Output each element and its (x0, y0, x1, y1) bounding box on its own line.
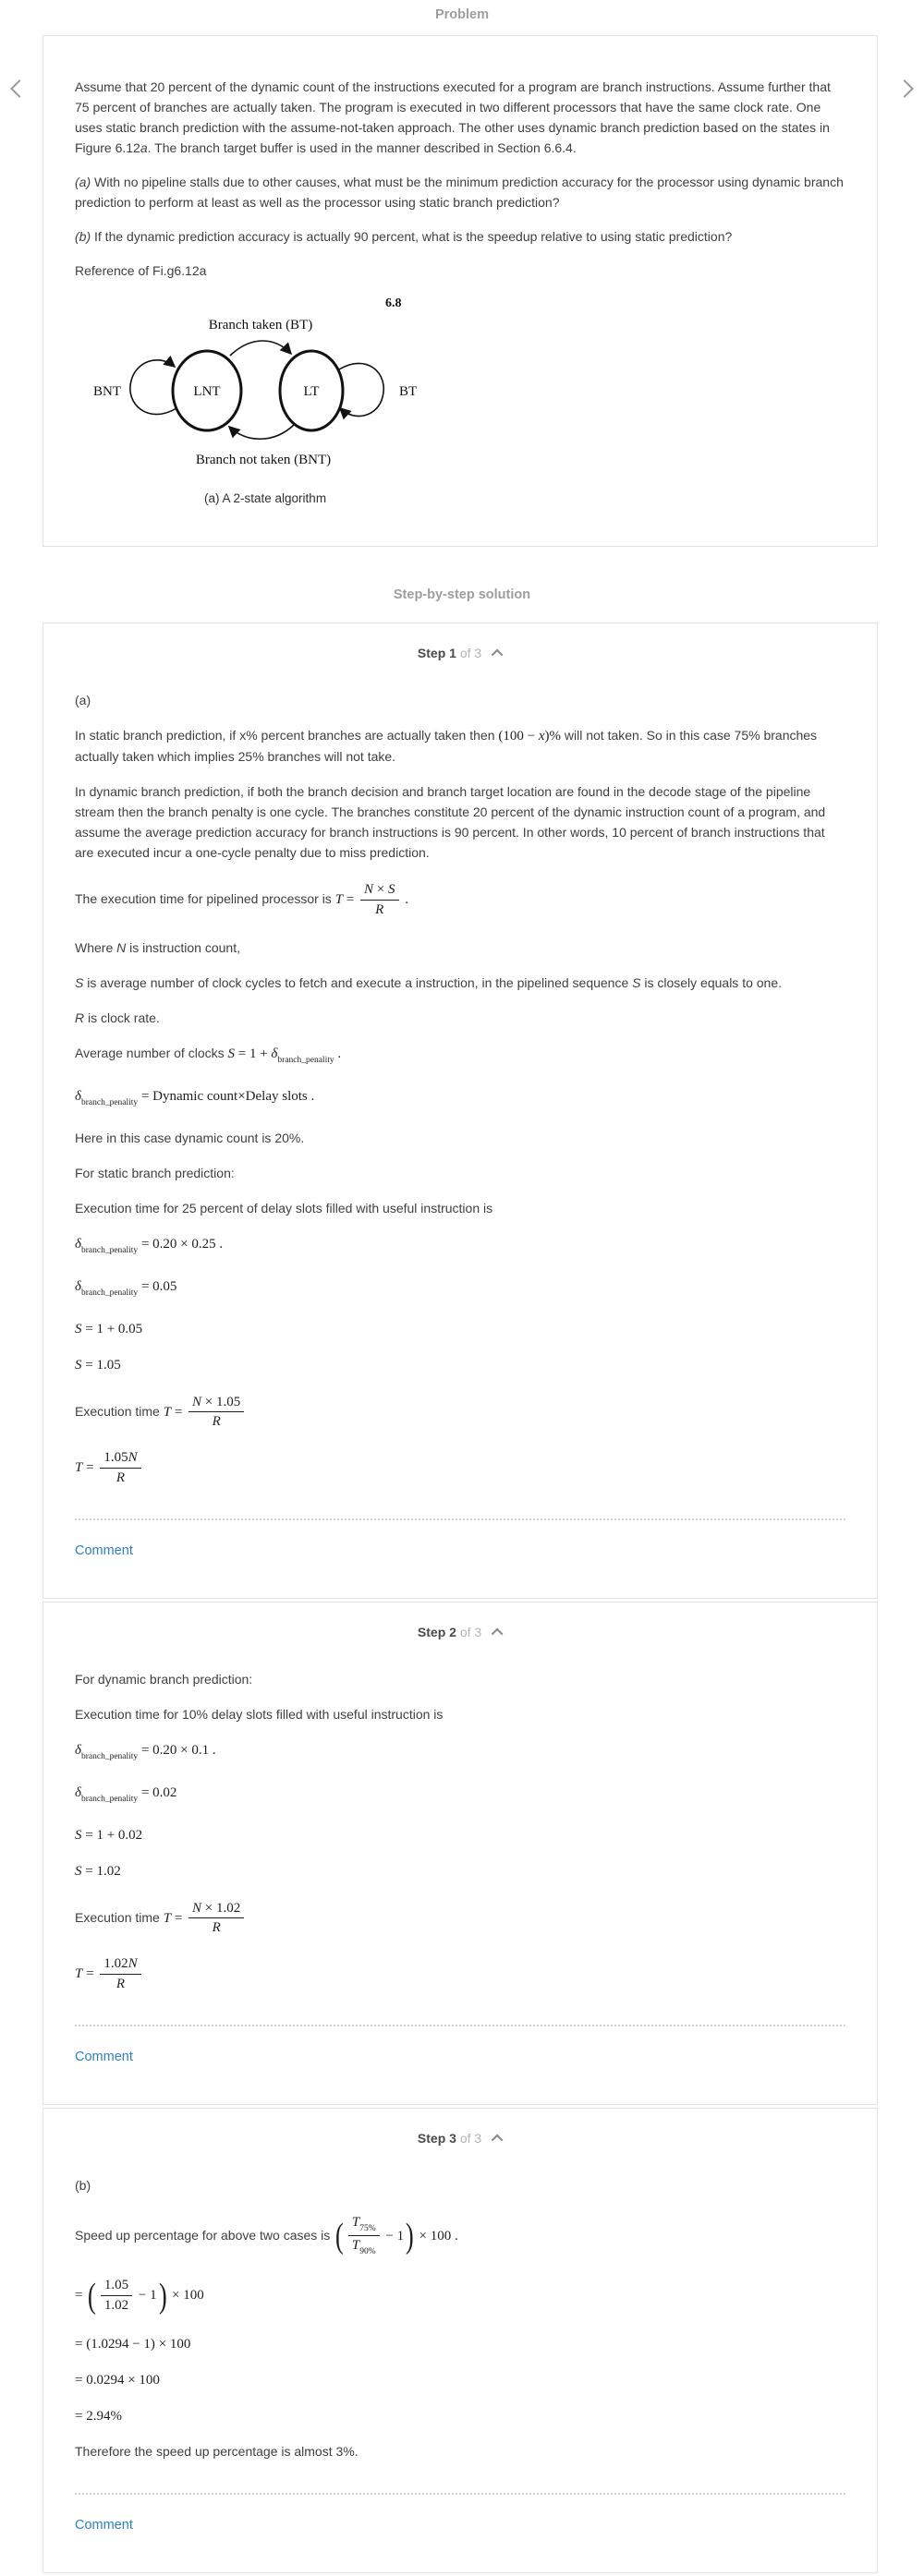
step-title: Step 2 (417, 1624, 456, 1639)
math-variable: δ (271, 1046, 278, 1061)
content-line (75, 2333, 845, 2354)
math-variable: N (128, 1956, 138, 1971)
math-variable: T (163, 1910, 172, 1926)
figure-caption: (a) A 2-state algorithm (204, 491, 327, 505)
math-variable: R (212, 1414, 221, 1430)
fraction-numerator (101, 2277, 132, 2296)
previous-problem-button[interactable] (6, 74, 33, 105)
math-token: . (401, 891, 408, 907)
bt-self-loop-arrow (339, 363, 383, 416)
math-variable: T (351, 2214, 360, 2230)
fraction-denominator (188, 1412, 244, 1431)
branch-not-taken-label: Branch not taken (BNT) (195, 453, 332, 467)
math-variable: N (364, 882, 374, 897)
math-variable: S (75, 1827, 82, 1843)
math-fraction (188, 1394, 244, 1432)
math-token: )% (544, 729, 562, 744)
math-variable: δ (75, 1236, 81, 1252)
text-run: Reference of Fi.g6.12a (75, 263, 207, 278)
content-line (75, 1955, 845, 1993)
fraction-numerator (348, 2214, 380, 2237)
content-line (75, 881, 845, 919)
text-run-italic: S (632, 974, 641, 990)
math-variable: R (116, 1976, 126, 1991)
text-run: (a) (75, 693, 91, 707)
content-line (75, 1008, 845, 1028)
content-line (75, 1276, 845, 1303)
step-count: of 3 (456, 646, 486, 660)
math-subscript: branch_penality (277, 1055, 334, 1065)
math-variable: δ (75, 1278, 81, 1294)
step-card (43, 623, 878, 1599)
text-run-italic: R (75, 1010, 85, 1025)
content-line (75, 1043, 845, 1070)
content-line (75, 1669, 845, 1689)
state-diagram-figure (91, 312, 845, 505)
text-run: Execution time (75, 1909, 164, 1925)
math-variable: S (75, 1357, 82, 1373)
fraction-denominator (101, 2296, 132, 2315)
text-run: Assume that 20 percent of the dynamic count of the instructions executed for a program are branch instructions. Assume further that 75 percent of branches are actually taken. The program is executed in two different processors that have the same clock rate. One uses static branch prediction with the assume-not-taken approach. The other uses dynamic branch prediction based on the states in Figure 6.12 (75, 79, 831, 155)
fraction-denominator (100, 1975, 140, 1993)
text-run: Execution time for 25 percent of delay slots filled with useful instruction is (75, 1200, 493, 1215)
text-run: For static branch prediction: (75, 1165, 235, 1180)
problem-paragraph (75, 226, 845, 247)
content-line (75, 1318, 845, 1339)
content-line (75, 1900, 845, 1938)
math-fraction (100, 1955, 140, 1993)
math-token: 1.05 (103, 2278, 129, 2293)
fraction-denominator (188, 1918, 244, 1937)
math-variable: δ (75, 1088, 81, 1104)
math-variable: T (75, 1459, 83, 1475)
math-token: = 1.05 (81, 1357, 121, 1373)
math-variable: δ (75, 1784, 81, 1800)
chevron-up-icon[interactable] (492, 1627, 504, 1639)
content-line (75, 1233, 845, 1261)
text-run: Execution time (75, 1403, 164, 1419)
text-run: is average number of clock cycles to fetch and execute a instruction, in the pipelined sequence (83, 974, 633, 990)
math-variable: T (334, 891, 344, 907)
content-line (75, 1782, 845, 1809)
math-variable: S (75, 1321, 82, 1336)
text-run: In static branch prediction, if x% percent branches are actually taken then (75, 728, 499, 743)
content-line (75, 690, 845, 710)
step-title: Step 1 (417, 646, 456, 660)
math-variable: R (116, 1469, 126, 1485)
content-line (75, 1394, 845, 1432)
content-line (75, 2175, 845, 2195)
text-run: Average number of clocks (75, 1045, 228, 1060)
text-run-italic: S (75, 974, 84, 990)
math-fraction (348, 2214, 380, 2259)
math-variable: N (192, 1900, 202, 1916)
math-token: = (1.0294 − 1) × 100 (75, 2336, 191, 2352)
content-line (75, 1163, 845, 1183)
math-subscript: 75% (359, 2223, 376, 2233)
math-variable: R (375, 901, 384, 917)
math-token: − 1 (135, 2288, 157, 2304)
comment-button[interactable]: Comment (75, 2049, 133, 2064)
math-subscript: branch_penality (80, 1288, 139, 1298)
math-token: = 0.20 × 0.25 . (138, 1236, 224, 1252)
content-line (75, 937, 845, 958)
math-fraction (360, 881, 398, 919)
content-line (75, 1824, 845, 1845)
text-run-italic: (b) (75, 229, 91, 244)
math-token: . (334, 1046, 342, 1061)
chevron-right-icon (895, 79, 914, 98)
math-subscript: branch_penality (80, 1794, 139, 1804)
math-token: = 1 + 0.02 (81, 1827, 143, 1843)
branch-not-taken-arrow (229, 425, 294, 439)
math-variable: N (192, 1394, 202, 1409)
math-token: × (373, 882, 388, 897)
math-subscript: branch_penality (80, 1245, 139, 1255)
math-token: − 1 (382, 2228, 405, 2243)
text-run: Speed up percentage for above two cases is (75, 2227, 334, 2243)
math-fraction (101, 2277, 132, 2315)
problem-section (0, 35, 924, 547)
content-line (75, 2441, 845, 2461)
problem-paragraph (75, 77, 845, 158)
content-line (75, 973, 845, 993)
text-run: In dynamic branch prediction, if both the branch decision and branch target location are found in the decode stage of the pipeline stream then the branch penalty is one cycle. The branches constitute 20 percent of the dynamic instruction count of a program, and assume the average prediction accuracy for branch instructions is 90 percent. In other words, 10 percent of branch instructions that are executed incur a one-cycle penalty due to miss prediction. (75, 784, 826, 860)
math-variable: x (538, 729, 545, 744)
math-token: = 0.05 (138, 1278, 177, 1294)
dashed-divider (75, 2025, 845, 2026)
math-token: (100 − (498, 729, 539, 744)
problem-paragraph (75, 260, 845, 281)
math-token: × 1.02 (201, 1900, 241, 1916)
solution-steps (0, 623, 924, 2573)
text-run: will not taken. So in this case 75% branches actually taken which implies 25% branches will not take. (75, 728, 818, 764)
math-fraction (188, 1900, 244, 1938)
dashed-divider (75, 2493, 845, 2495)
fraction-numerator (188, 1900, 244, 1919)
step-count: of 3 (456, 2130, 486, 2146)
math-subscript: branch_penality (80, 1097, 139, 1107)
math-subscript: 90% (359, 2247, 376, 2257)
problem-heading: Problem (434, 7, 489, 22)
content-line: = ( $\frac{1.05}{1.02}$ − 1) × 100 (75, 2276, 204, 2316)
content-line: Speed up percentage for above two cases is ( $\frac{T_{75\%}}{T_{90\%}}$ − 1) × 100 . (75, 2214, 458, 2257)
two-state-diagram (91, 312, 443, 474)
problem-paragraph (75, 172, 845, 212)
dashed-divider (75, 1518, 845, 1520)
state-lnt-label: LNT (193, 384, 221, 399)
content-line (75, 2405, 845, 2426)
math-token: = 0.0294 × 100 (75, 2372, 160, 2388)
bnt-self-loop-arrow (130, 360, 176, 415)
branch-taken-label: Branch taken (BT) (208, 318, 313, 333)
step-header (75, 1621, 845, 1654)
math-token: 1.02 (103, 2298, 129, 2313)
solution-heading: Step-by-step solution (393, 587, 531, 602)
text-run-italic: a (140, 140, 148, 155)
text-run: is closely equals to one. (640, 974, 783, 990)
text-run: . The branch target buffer is used in the manner described in Section 6.6.4. (147, 140, 577, 155)
text-run: (b) (75, 2177, 91, 2193)
problem-card (43, 35, 878, 547)
content-line (75, 781, 845, 863)
content-line (75, 1354, 845, 1375)
content-line (75, 2369, 845, 2390)
figure-header-fragment: 6.8 (385, 296, 402, 310)
math-subscript: branch_penality (80, 1751, 139, 1761)
math-fraction (100, 1449, 140, 1487)
bt-input-label: BT (399, 384, 418, 399)
math-token: = 1 + (235, 1046, 272, 1061)
fraction-numerator (100, 1449, 140, 1469)
content-line (75, 725, 845, 767)
step-card (43, 1602, 878, 2105)
step-card (43, 2108, 878, 2573)
math-token: = (82, 1965, 98, 1981)
math-variable: T (75, 1965, 83, 1981)
math-token: = (75, 2288, 87, 2304)
step-count: of 3 (456, 1624, 486, 1639)
state-lt-label: LT (303, 384, 320, 399)
step-title: Step 3 (417, 2130, 456, 2146)
content-line (75, 1739, 845, 1767)
math-token: 1.05 (103, 1450, 128, 1465)
text-run: Execution time for 10% delay slots filled with useful instruction is (75, 1706, 444, 1722)
content-line (75, 1860, 845, 1881)
problem-text (75, 77, 845, 281)
text-run: If the dynamic prediction accuracy is actually 90 percent, what is the speedup relative to using static prediction? (91, 229, 733, 244)
chevron-left-icon (10, 79, 29, 98)
text-run: The execution time for pipelined processor is (75, 890, 335, 906)
next-problem-button[interactable] (891, 74, 918, 105)
math-variable: S (75, 1863, 82, 1879)
text-run-italic: (a) (75, 175, 91, 189)
fraction-numerator (360, 881, 398, 901)
math-token: = (171, 1910, 187, 1926)
branch-taken-arrow (230, 341, 291, 356)
fraction-denominator (100, 1469, 140, 1487)
math-variable: δ (75, 1742, 81, 1758)
math-token: = 0.02 (138, 1784, 177, 1800)
content-line (75, 1085, 845, 1113)
text-run: is instruction count, (126, 939, 240, 955)
math-variable: S (388, 882, 395, 897)
comment-button[interactable]: Comment (75, 2517, 133, 2533)
comment-button[interactable]: Comment (75, 1542, 133, 1558)
math-variable: S (227, 1046, 235, 1061)
fraction-numerator (188, 1394, 244, 1413)
math-token: × 1.05 (201, 1394, 241, 1409)
math-token: × 100 (168, 2288, 204, 2304)
math-token: = (343, 891, 359, 907)
math-token: = 1.02 (81, 1863, 121, 1879)
content-line (75, 1449, 845, 1487)
step-header (75, 2127, 845, 2160)
chevron-up-icon[interactable] (492, 649, 504, 661)
text-run: Here in this case dynamic count is 20%. (75, 1130, 305, 1145)
fraction-denominator (360, 901, 398, 919)
math-token: = 1 + 0.05 (81, 1321, 143, 1336)
step-header (75, 642, 845, 675)
content-line (75, 1198, 845, 1218)
text-run-italic: N (116, 939, 127, 955)
content-line (75, 1128, 845, 1148)
math-variable: T (351, 2238, 360, 2254)
text-run: For dynamic branch prediction: (75, 1671, 253, 1687)
fraction-numerator (100, 1955, 140, 1975)
text-run: With no pipeline stalls due to other causes, what must be the minimum prediction accuracy for the processor using dynamic branch prediction to perform at least as well as the processor using static branch prediction? (75, 175, 844, 210)
bnt-input-label: BNT (93, 384, 121, 399)
math-token: 1.02 (103, 1956, 128, 1971)
math-variable: T (163, 1404, 172, 1420)
content-line (75, 1704, 845, 1724)
text-run: Where (75, 939, 117, 955)
math-variable: R (212, 1920, 221, 1936)
chevron-up-icon[interactable] (492, 2134, 504, 2146)
math-token: × 100 . (415, 2228, 458, 2243)
fraction-denominator (348, 2236, 380, 2258)
math-token: = (82, 1459, 98, 1475)
math-token: = (171, 1404, 187, 1420)
math-token: = Dynamic count×Delay slots . (138, 1088, 315, 1104)
math-token: = 2.94% (75, 2408, 122, 2424)
math-variable: N (128, 1450, 138, 1465)
text-run: is clock rate. (84, 1010, 160, 1025)
text-run: Therefore the speed up percentage is almost 3%. (75, 2443, 359, 2459)
math-token: = 0.20 × 0.1 . (138, 1742, 216, 1758)
